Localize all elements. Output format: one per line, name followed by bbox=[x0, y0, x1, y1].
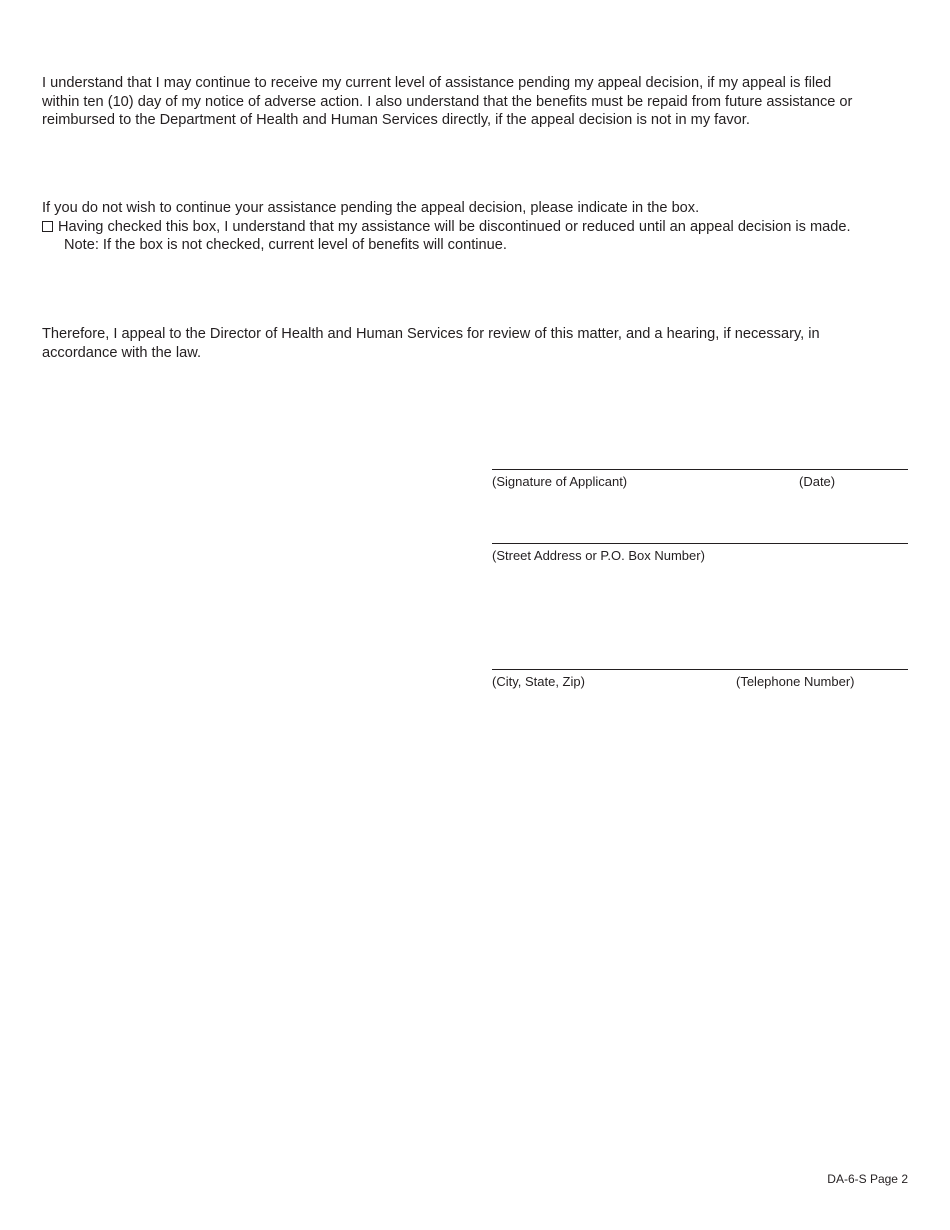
address-line[interactable] bbox=[492, 543, 908, 544]
phone-label: (Telephone Number) bbox=[736, 674, 855, 689]
address-field[interactable] bbox=[492, 543, 908, 564]
appeal-statement bbox=[42, 325, 912, 362]
city-label: (City, State, Zip) bbox=[492, 674, 585, 689]
text-line: I understand that I may continue to receive my current level of assistance pending my appeal decision, if my appeal is filed bbox=[42, 75, 832, 91]
discontinue-checkbox-row[interactable] bbox=[42, 218, 912, 237]
city-phone-line[interactable] bbox=[492, 669, 908, 670]
discontinue-intro: If you do not wish to continue your assistance pending the appeal decision, please indicate in the box. bbox=[42, 200, 700, 216]
signature-line[interactable] bbox=[492, 469, 908, 470]
signature-label: (Signature of Applicant) bbox=[492, 474, 628, 489]
signature-field[interactable] bbox=[492, 469, 908, 490]
text-line: Therefore, I appeal to the Director of Health and Human Services for review of this matter, and a hearing, if necessary, in bbox=[42, 326, 820, 342]
page-footer: DA-6-S Page 2 bbox=[827, 1172, 908, 1186]
discontinue-checkbox[interactable] bbox=[42, 221, 53, 232]
continuation-statement bbox=[42, 74, 912, 130]
checkbox-label: Having checked this box, I understand that my assistance will be discontinued or reduced until an appeal decision is made. bbox=[58, 218, 851, 235]
city-phone-field[interactable] bbox=[492, 669, 908, 690]
address-label: (Street Address or P.O. Box Number) bbox=[492, 548, 705, 563]
text-line: reimbursed to the Department of Health and Human Services directly, if the appeal decision is not in my favor. bbox=[42, 112, 750, 128]
benefits-note: Note: If the box is not checked, current level of benefits will continue. bbox=[64, 237, 507, 253]
date-label: (Date) bbox=[799, 474, 836, 489]
text-line: accordance with the law. bbox=[42, 344, 201, 361]
text-line: within ten (10) day of my notice of adverse action. I also understand that the benefits must be repaid from future assistance or bbox=[42, 93, 853, 110]
discontinue-section bbox=[42, 199, 912, 255]
